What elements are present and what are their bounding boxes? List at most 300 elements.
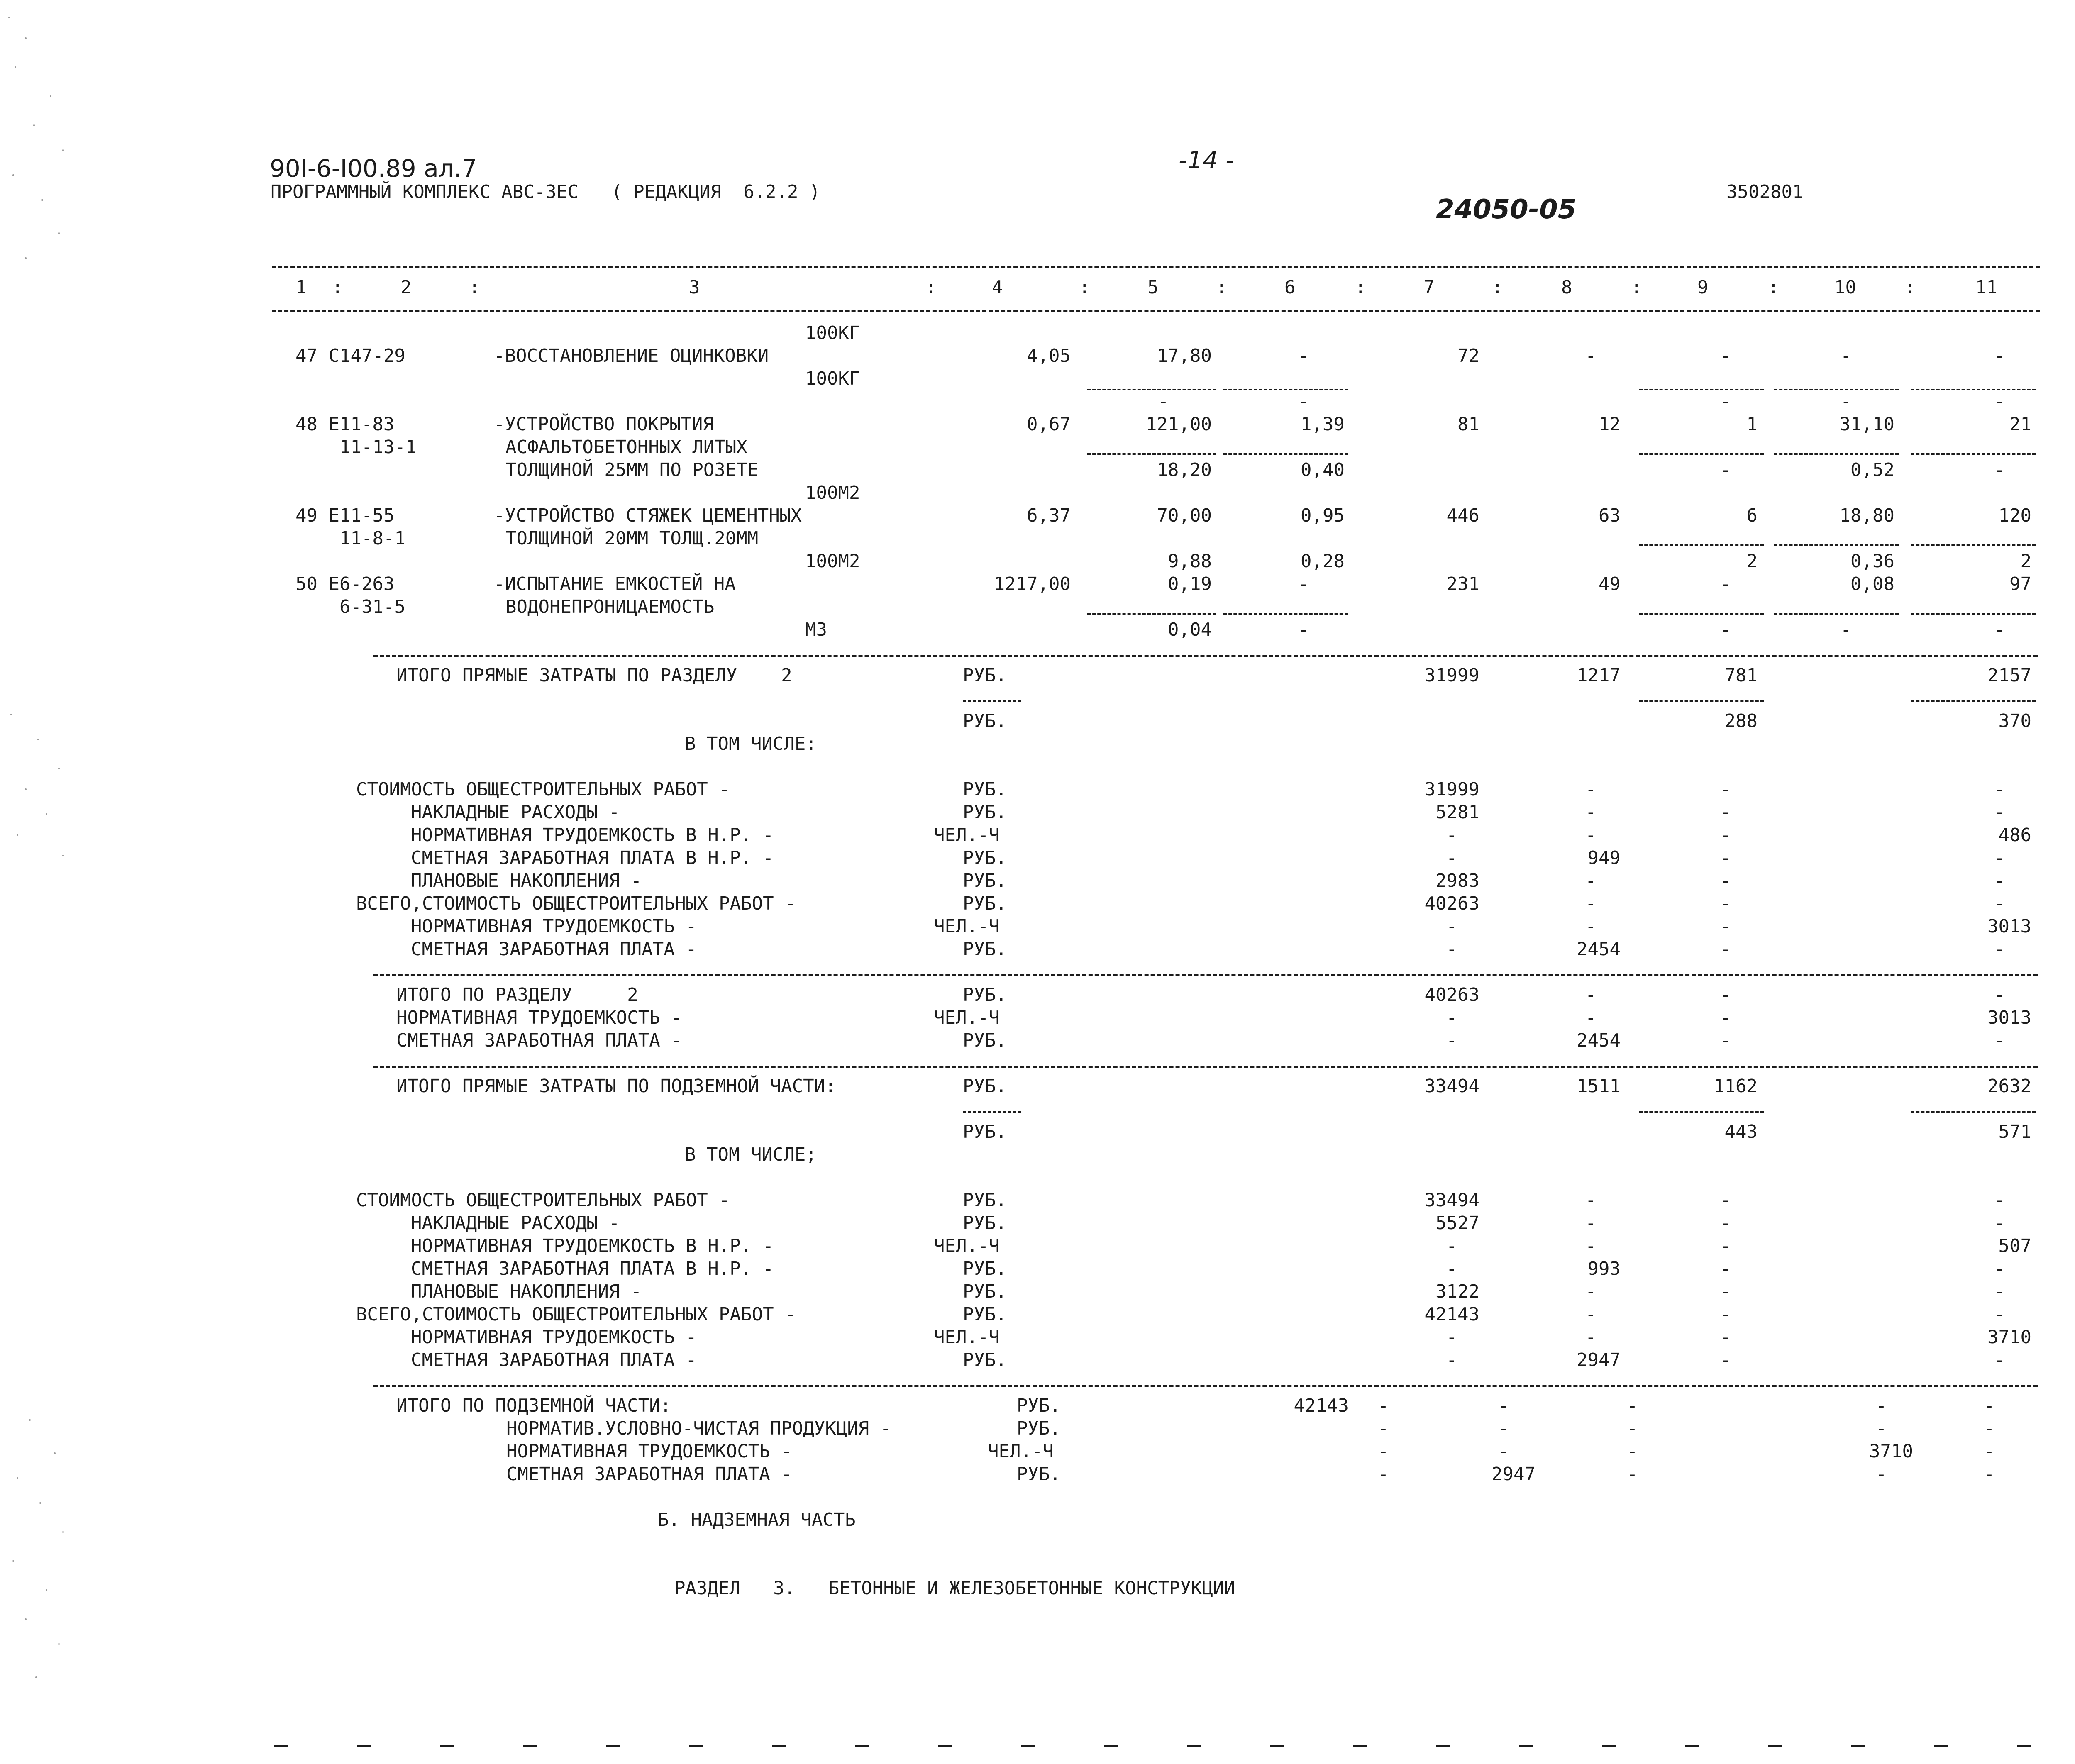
column-separator: : (1768, 277, 1779, 298)
speck (50, 95, 51, 97)
table-cell-text: - (1585, 1007, 1597, 1028)
table-cell-text: - (1627, 1395, 1638, 1416)
table-cell-text: - (1585, 825, 1597, 846)
table-cell-text: - (1720, 573, 1731, 595)
speck (46, 813, 47, 815)
tear-dash (772, 1745, 786, 1747)
table-cell-text: РУБ. (1017, 1418, 1061, 1439)
table-cell-text: 48 Е11-83 (295, 414, 395, 435)
program-title: ПРОГРАММНЫЙ КОМПЛЕКС АВС-3ЕС ( РЕДАКЦИЯ 6.2.2 ) (271, 181, 820, 203)
table-cell-text: РУБ. (1017, 1464, 1061, 1485)
table-cell-text: - (1994, 391, 2005, 412)
table-cell-text: - (1720, 1007, 1731, 1028)
speck (62, 149, 64, 151)
tear-dash (1270, 1745, 1284, 1747)
underline (1087, 453, 1216, 455)
table-cell-text: ЧЕЛ.-Ч (934, 1327, 1000, 1348)
tear-dash (1021, 1745, 1035, 1747)
table-cell-text: -ВОССТАНОВЛЕНИЕ ОЦИНКОВКИ (494, 345, 769, 366)
table-cell-text: 121,00 (1146, 414, 1212, 435)
table-cell-text: - (1446, 825, 1457, 846)
underline (1639, 389, 1764, 390)
underline (1639, 700, 1764, 702)
column-separator: : (925, 277, 937, 298)
table-cell-text: 4,05 (1027, 345, 1071, 366)
table-cell-text: РУБ. (963, 710, 1007, 732)
table-cell-text: РУБ. (963, 665, 1007, 686)
table-cell-text: 2 (1746, 551, 1758, 572)
table-cell-text: - (1298, 391, 1309, 412)
column-number: 7 (1423, 277, 1435, 298)
table-cell-text: РУБ. (963, 1213, 1007, 1234)
tear-dash (1768, 1745, 1782, 1747)
table-cell-text: 288 (1724, 710, 1758, 732)
table-cell-text: 21 (2009, 414, 2031, 435)
table-cell-text: - (1994, 1304, 2005, 1325)
table-cell-text: ПЛАНОВЫЕ НАКОПЛЕНИЯ - (411, 870, 642, 891)
table-cell-text: 571 (1998, 1121, 2031, 1142)
table-cell-text: - (1720, 459, 1731, 481)
table-cell-text: ИТОГО ПРЯМЫЕ ЗАТРАТЫ ПО ПОДЗЕМНОЙ ЧАСТИ: (396, 1076, 836, 1097)
table-cell-text: 2632 (1987, 1076, 2031, 1097)
speck (17, 1477, 18, 1479)
column-separator: : (332, 277, 343, 298)
underline (1911, 700, 2036, 702)
table-cell-text: В ТОМ ЧИСЛЕ; (685, 1144, 817, 1165)
table-cell-text: НОРМАТИВНАЯ ТРУДОЕМКОСТЬ - (396, 1007, 682, 1028)
table-cell-text: - (1446, 1007, 1457, 1028)
table-cell-text: 949 (1587, 847, 1621, 869)
table-cell-text: РУБ. (963, 984, 1007, 1005)
speck (12, 1560, 14, 1562)
underline (1774, 453, 1899, 455)
table-cell-text: - (1585, 1235, 1597, 1257)
table-cell-text: -УСТРОЙСТВО ПОКРЫТИЯ (494, 414, 714, 435)
table-cell-text: РУБ. (963, 847, 1007, 869)
table-cell-text: 42143 (1424, 1304, 1479, 1325)
tear-dash (1353, 1745, 1367, 1747)
tear-dash (274, 1745, 288, 1747)
table-cell-text: 6,37 (1027, 505, 1071, 526)
table-cell-text: - (1585, 1327, 1597, 1348)
table-cell-text: 370 (1998, 710, 2031, 732)
table-cell-text: ПЛАНОВЫЕ НАКОПЛЕНИЯ - (411, 1281, 642, 1302)
underline (1223, 389, 1348, 390)
table-cell-text: РУБ. (963, 779, 1007, 800)
table-cell-text: - (1378, 1395, 1389, 1416)
header-rule-top (272, 266, 2040, 268)
column-number: 4 (992, 277, 1003, 298)
column-number: 5 (1147, 277, 1159, 298)
underline (1639, 613, 1764, 615)
table-cell-text: 1,39 (1301, 414, 1345, 435)
speck (58, 1643, 60, 1645)
table-cell-text: 443 (1724, 1121, 1758, 1142)
column-number: 9 (1697, 277, 1709, 298)
table-cell-text: - (1720, 984, 1731, 1005)
table-cell-text: - (1720, 847, 1731, 869)
underline (1639, 1111, 1764, 1113)
column-separator: : (1631, 277, 1642, 298)
table-cell-text: ТОЛЩИНОЙ 25ММ ПО РОЗЕТЕ (505, 459, 759, 481)
table-cell-text: - (1984, 1441, 1995, 1462)
table-cell-text: - (1720, 1235, 1731, 1257)
table-cell-text: - (1841, 345, 1852, 366)
table-cell-text: 5281 (1435, 802, 1479, 823)
table-cell-text: - (1585, 1190, 1597, 1211)
table-cell-text: 47 С147-29 (295, 345, 405, 366)
table-cell-text: 49 (1599, 573, 1621, 595)
table-cell-text: - (1994, 459, 2005, 481)
table-cell-text: - (1627, 1464, 1638, 1485)
table-cell-text: 0,08 (1850, 573, 1894, 595)
section-rule-1 (374, 655, 2038, 657)
underline (1087, 613, 1216, 615)
table-cell-text: - (1627, 1418, 1638, 1439)
table-cell-text: - (1446, 939, 1457, 960)
table-cell-text: - (1446, 1030, 1457, 1051)
table-cell-text: - (1720, 345, 1731, 366)
section-rule-4 (374, 1385, 2038, 1387)
table-cell-text: - (1876, 1418, 1887, 1439)
tear-dash (2017, 1745, 2031, 1747)
table-cell-text: СМЕТНАЯ ЗАРАБОТНАЯ ПЛАТА - (396, 1030, 682, 1051)
table-cell-text: ИТОГО ПО ПОДЗЕМНОЙ ЧАСТИ: (396, 1395, 671, 1416)
table-cell-text: ИТОГО ПРЯМЫЕ ЗАТРАТЫ ПО РАЗДЕЛУ 2 (396, 665, 792, 686)
table-cell-text: 2947 (1577, 1349, 1621, 1371)
table-cell-text: 0,36 (1850, 551, 1894, 572)
column-number: 8 (1561, 277, 1572, 298)
table-cell-text: 40263 (1424, 984, 1479, 1005)
table-cell-text: РУБ. (963, 939, 1007, 960)
table-cell-text: 50 Е6-263 (295, 573, 395, 595)
document-number-stamp: 24050-05 (1436, 194, 1577, 225)
table-cell-text: В ТОМ ЧИСЛЕ: (685, 733, 817, 754)
table-cell-text: 2 (2020, 551, 2031, 572)
table-cell-text: РУБ. (963, 1121, 1007, 1142)
table-cell-text: 993 (1587, 1258, 1621, 1279)
table-cell-text: 2454 (1577, 1030, 1621, 1051)
table-cell-text: 1217,00 (994, 573, 1071, 595)
table-cell-text: 3710 (1987, 1327, 2031, 1348)
table-cell-text: 31,10 (1839, 414, 1894, 435)
underline (1223, 453, 1348, 455)
table-cell-text: - (1158, 391, 1169, 412)
table-cell-text: - (1720, 893, 1731, 914)
table-cell-text: 1162 (1714, 1076, 1758, 1097)
table-cell-text: - (1378, 1418, 1389, 1439)
table-cell-text: - (1446, 1235, 1457, 1257)
underline (1911, 1111, 2036, 1113)
table-cell-text: 5527 (1435, 1213, 1479, 1234)
table-cell-text: - (1498, 1395, 1509, 1416)
table-cell-text: - (1720, 939, 1731, 960)
table-cell-text: - (1994, 870, 2005, 891)
tear-dash (1851, 1745, 1865, 1747)
table-cell-text: - (1720, 619, 1731, 640)
table-cell-text: - (1585, 984, 1597, 1005)
underline (1639, 544, 1764, 546)
table-cell-text: - (1994, 984, 2005, 1005)
tear-dash (1187, 1745, 1201, 1747)
column-number: 10 (1834, 277, 1856, 298)
table-cell-text: - (1446, 1349, 1457, 1371)
table-cell-text: НОРМАТИВНАЯ ТРУДОЕМКОСТЬ - (411, 1327, 697, 1348)
underline (1223, 613, 1348, 615)
table-cell-text: 0,52 (1850, 459, 1894, 481)
table-cell-text: 2157 (1987, 665, 2031, 686)
table-cell-text: - (1994, 1030, 2005, 1051)
table-cell-text: 72 (1457, 345, 1479, 366)
table-cell-text: -ИСПЫТАНИЕ ЕМКОСТЕЙ НА (494, 573, 736, 595)
speck (35, 1676, 37, 1678)
speck (25, 37, 27, 39)
table-cell-text: 3122 (1435, 1281, 1479, 1302)
table-cell-text: - (1720, 1304, 1731, 1325)
speck (33, 124, 35, 126)
table-cell-text: ВСЕГО,СТОИМОСТЬ ОБЩЕСТРОИТЕЛЬНЫХ РАБОТ - (356, 893, 796, 914)
table-cell-text: - (1994, 1213, 2005, 1234)
table-cell-text: РУБ. (963, 1281, 1007, 1302)
table-cell-text: 2947 (1492, 1464, 1536, 1485)
table-cell-text: - (1994, 802, 2005, 823)
table-cell-text: М3 (805, 619, 827, 640)
speck (15, 66, 16, 68)
table-cell-text: - (1446, 1258, 1457, 1279)
speck (39, 1502, 41, 1504)
table-cell-text: 0,67 (1027, 414, 1071, 435)
column-separator: : (1355, 277, 1366, 298)
speck (46, 1589, 47, 1591)
table-cell-text: ЧЕЛ.-Ч (988, 1441, 1054, 1462)
table-cell-text: - (1585, 916, 1597, 937)
table-cell-text: - (1720, 870, 1731, 891)
table-cell-text: 31999 (1424, 779, 1479, 800)
table-cell-text: 97 (2009, 573, 2031, 595)
speck (10, 714, 12, 715)
table-cell-text: - (1446, 1327, 1457, 1348)
underline (963, 1111, 1021, 1113)
table-cell-text: РУБ. (963, 893, 1007, 914)
table-cell-text: НОРМАТИВНАЯ ТРУДОЕМКОСТЬ - (411, 916, 697, 937)
table-cell-text: 17,80 (1157, 345, 1212, 366)
column-number: 6 (1284, 277, 1296, 298)
table-cell-text: РУБ. (963, 1190, 1007, 1211)
table-cell-text: 11-8-1 (339, 528, 405, 549)
table-cell-text: - (1585, 802, 1597, 823)
table-cell-text: - (1876, 1395, 1887, 1416)
table-cell-text: 0,19 (1168, 573, 1212, 595)
column-separator: : (1905, 277, 1916, 298)
table-cell-text: 63 (1599, 505, 1621, 526)
table-cell-text: - (1720, 391, 1731, 412)
table-cell-text: 0,40 (1301, 459, 1345, 481)
table-cell-text: ЧЕЛ.-Ч (934, 1235, 1000, 1257)
table-cell-text: 781 (1724, 665, 1758, 686)
table-cell-text: - (1378, 1441, 1389, 1462)
table-cell-text: СМЕТНАЯ ЗАРАБОТНАЯ ПЛАТА В Н.Р. - (411, 847, 774, 869)
table-cell-text: - (1498, 1441, 1509, 1462)
table-cell-text: 100КГ (805, 368, 860, 389)
table-cell-text: 100М2 (805, 551, 860, 572)
table-cell-text: 1217 (1577, 665, 1621, 686)
table-cell-text: - (1585, 1304, 1597, 1325)
table-cell-text: - (1585, 1213, 1597, 1234)
table-cell-text: - (1298, 619, 1309, 640)
table-cell-text: 33494 (1424, 1190, 1479, 1211)
column-number: 11 (1975, 277, 1997, 298)
table-cell-text: 486 (1998, 825, 2031, 846)
table-cell-text: - (1720, 1258, 1731, 1279)
table-cell-text: 446 (1446, 505, 1479, 526)
table-cell-text: СМЕТНАЯ ЗАРАБОТНАЯ ПЛАТА - (411, 939, 697, 960)
table-cell-text: - (1446, 847, 1457, 869)
speck (12, 174, 14, 176)
table-cell-text: - (1720, 1281, 1731, 1302)
column-separator: : (1079, 277, 1090, 298)
table-cell-text: СТОИМОСТЬ ОБЩЕСТРОИТЕЛЬНЫХ РАБОТ - (356, 1190, 730, 1211)
speck (8, 17, 10, 18)
speck (54, 1452, 56, 1454)
table-cell-text: - (1627, 1441, 1638, 1462)
table-cell-text: 3013 (1987, 916, 2031, 937)
section-rule-2 (374, 974, 2038, 976)
table-cell-text: - (1720, 779, 1731, 800)
tear-dash (1602, 1745, 1616, 1747)
table-cell-text: - (1720, 1190, 1731, 1211)
table-cell-text: - (1994, 779, 2005, 800)
table-cell-text: 507 (1998, 1235, 2031, 1257)
table-cell-text: 31999 (1424, 665, 1479, 686)
table-cell-text: ВСЕГО,СТОИМОСТЬ ОБЩЕСТРОИТЕЛЬНЫХ РАБОТ - (356, 1304, 796, 1325)
table-cell-text: РУБ. (963, 802, 1007, 823)
tear-dash (357, 1745, 371, 1747)
column-separator: : (1216, 277, 1227, 298)
tear-dash (606, 1745, 620, 1747)
table-cell-text: - (1720, 1327, 1731, 1348)
table-cell-text: - (1298, 573, 1309, 595)
speck (58, 768, 60, 769)
underline (963, 700, 1021, 702)
table-cell-text: - (1720, 1349, 1731, 1371)
table-cell-text: РУБ. (963, 1349, 1007, 1371)
column-number: 3 (689, 277, 700, 298)
tear-dash (689, 1745, 703, 1747)
table-cell-text: 6 (1746, 505, 1758, 526)
underline (1639, 453, 1764, 455)
table-cell-text: РУБ. (1017, 1395, 1061, 1416)
table-cell-text: - (1994, 939, 2005, 960)
speck (58, 232, 60, 234)
header-rule-bottom (272, 310, 2040, 312)
table-cell-text: - (1585, 1281, 1597, 1302)
table-cell-text: 11-13-1 (339, 437, 417, 458)
table-cell-text: 1511 (1577, 1076, 1621, 1097)
document-code: 90I-6-I00.89 ал.7 (270, 154, 477, 183)
underline (1774, 389, 1899, 390)
underline (1911, 389, 2036, 390)
underline (1774, 613, 1899, 615)
table-cell-text: ЧЕЛ.-Ч (934, 1007, 1000, 1028)
table-cell-text: 40263 (1424, 893, 1479, 914)
table-cell-text: 2983 (1435, 870, 1479, 891)
table-cell-text: 6-31-5 (339, 596, 405, 617)
tear-dash (523, 1745, 537, 1747)
table-cell-text: РУБ. (963, 870, 1007, 891)
table-cell-text: 100М2 (805, 482, 860, 503)
column-number: 1 (295, 277, 307, 298)
speck (37, 739, 39, 740)
table-cell-text: - (1994, 893, 2005, 914)
table-cell-text: 0,04 (1168, 619, 1212, 640)
table-cell-text: - (1720, 1030, 1731, 1051)
underline (1911, 453, 2036, 455)
speck (62, 855, 64, 856)
table-cell-text: - (1498, 1418, 1509, 1439)
table-cell-text: 100КГ (805, 322, 860, 344)
table-cell-text: 231 (1446, 573, 1479, 595)
table-cell-text: СТОИМОСТЬ ОБЩЕСТРОИТЕЛЬНЫХ РАБОТ - (356, 779, 730, 800)
table-cell-text: 0,95 (1301, 505, 1345, 526)
table-cell-text: 12 (1599, 414, 1621, 435)
table-cell-text: - (1446, 916, 1457, 937)
table-cell-text: - (1984, 1418, 1995, 1439)
speck (25, 1618, 27, 1620)
table-cell-text: 70,00 (1157, 505, 1212, 526)
table-cell-text: ЧЕЛ.-Ч (934, 825, 1000, 846)
tear-dash (1104, 1745, 1118, 1747)
speck (29, 1419, 31, 1421)
table-cell-text: РУБ. (963, 1076, 1007, 1097)
table-cell-text: - (1994, 1281, 2005, 1302)
table-cell-text: 18,20 (1157, 459, 1212, 481)
tear-dash (938, 1745, 952, 1747)
tear-dash (1934, 1745, 1948, 1747)
table-cell-text: - (1298, 345, 1309, 366)
table-cell-text: - (1841, 619, 1852, 640)
table-cell-text: НОРМАТИВНАЯ ТРУДОЕМКОСТЬ В Н.Р. - (411, 1235, 774, 1257)
underline (1911, 544, 2036, 546)
tear-dash (440, 1745, 454, 1747)
table-cell-text: 33494 (1424, 1076, 1479, 1097)
table-cell-text: 120 (1998, 505, 2031, 526)
underline (1774, 544, 1899, 546)
table-cell-text: - (1994, 1258, 2005, 1279)
speck (17, 834, 18, 836)
table-cell-text: НОРМАТИВНАЯ ТРУДОЕМКОСТЬ В Н.Р. - (411, 825, 774, 846)
table-cell-text: - (1994, 1190, 2005, 1211)
table-cell-text: - (1585, 345, 1597, 366)
table-cell-text: НОРМАТИВ.УСЛОВНО-ЧИСТАЯ ПРОДУКЦИЯ - (506, 1418, 891, 1439)
table-cell-text: 2454 (1577, 939, 1621, 960)
table-cell-text: 3013 (1987, 1007, 2031, 1028)
speck (25, 257, 27, 259)
table-cell-text: - (1585, 870, 1597, 891)
column-separator: : (469, 277, 480, 298)
table-cell-text: -УСТРОЙСТВО СТЯЖЕК ЦЕМЕНТНЫХ (494, 505, 802, 526)
table-cell-text: НАКЛАДНЫЕ РАСХОДЫ - (411, 1213, 620, 1234)
table-cell-text: - (1984, 1395, 1995, 1416)
tear-dash (855, 1745, 869, 1747)
table-cell-text: 42143 (1294, 1395, 1349, 1416)
table-cell-text: Б. НАДЗЕМНАЯ ЧАСТЬ (658, 1509, 856, 1530)
table-cell-text: НАКЛАДНЫЕ РАСХОДЫ - (411, 802, 620, 823)
table-cell-text: СМЕТНАЯ ЗАРАБОТНАЯ ПЛАТА - (506, 1464, 792, 1485)
table-cell-text: - (1720, 1213, 1731, 1234)
table-cell-text: - (1720, 802, 1731, 823)
underline (1087, 389, 1216, 390)
table-cell-text: 81 (1457, 414, 1479, 435)
